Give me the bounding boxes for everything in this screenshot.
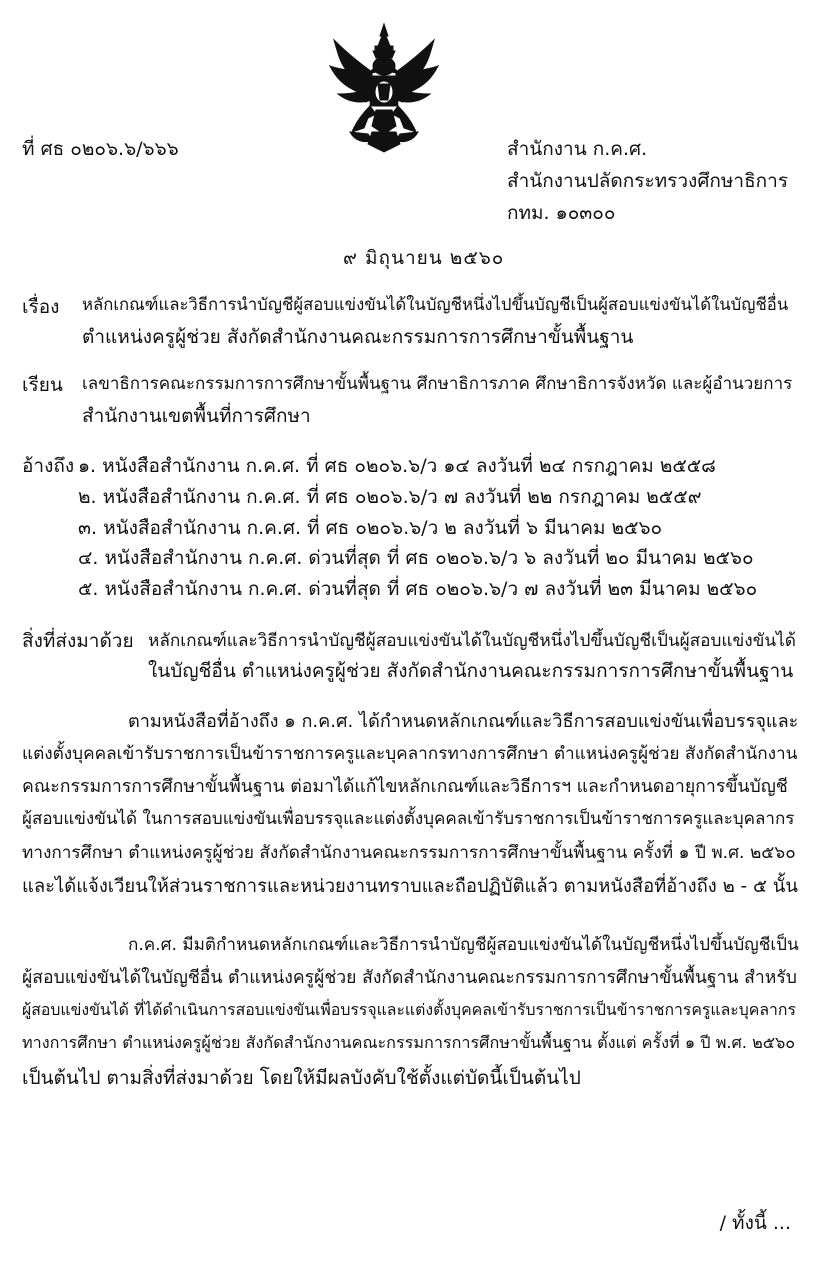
reference-item: ๑. หนังสือสำนักงาน ก.ค.ศ. ที่ ศธ ๐๒๐๖.๖/ว ๑๔ ลงวันที่ ๒๔ กรกฎาคม ๒๕๕๘: [78, 455, 716, 477]
subject-label: เรื่อง: [22, 296, 60, 318]
paragraph-2-line: ผู้สอบแข่งขันได้ในบัญชีอื่น ตำแหน่งครูผู้ช่วย สังกัดสำนักงานคณะกรรมการการศึกษาขั้นพื้นฐาน สำหรับ: [22, 968, 797, 988]
enclosure-line-2: ในบัญชีอื่น ตำแหน่งครูผู้ช่วย สังกัดสำนักงานคณะกรรมการการศึกษาขั้นพื้นฐาน: [148, 660, 794, 682]
issuing-office-line-2: สำนักงานปลัดกระทรวงศึกษาธิการ: [507, 170, 789, 192]
paragraph-2-line: ทางการศึกษา ตำแหน่งครูผู้ช่วย สังกัดสำนักงานคณะกรรมการการศึกษาขั้นพื้นฐาน ตั้งแต่ ครั้งที่ ๑ ปี พ.ศ. ๒๕๖๐: [22, 1033, 796, 1052]
reference-item: ๓. หนังสือสำนักงาน ก.ค.ศ. ที่ ศธ ๐๒๐๖.๖/ว ๒ ลงวันที่ ๖ มีนาคม ๒๕๖๐: [78, 517, 663, 539]
paragraph-2-line: เป็นต้นไป ตามสิ่งที่ส่งมาด้วย โดยให้มีผลบังคับใช้ตั้งแต่บัดนี้เป็นต้นไป: [22, 1067, 581, 1089]
subject-line-2: ตำแหน่งครูผู้ช่วย สังกัดสำนักงานคณะกรรมการการศึกษาขั้นพื้นฐาน: [82, 326, 634, 348]
issuing-office-line-1: สำนักงาน ก.ค.ศ.: [507, 138, 648, 160]
paragraph-1-line: และได้แจ้งเวียนให้ส่วนราชการและหน่วยงานทราบและถือปฏิบัติแล้ว ตามหนังสือที่อ้างถึง ๒ - ๕ นั้น: [22, 876, 798, 897]
enclosure-label: สิ่งที่ส่งมาด้วย: [22, 630, 134, 652]
reference-item: ๒. หนังสือสำนักงาน ก.ค.ศ. ที่ ศธ ๐๒๐๖.๖/ว ๗ ลงวันที่ ๒๒ กรกฎาคม ๒๕๕๙: [78, 486, 702, 508]
paragraph-1-line: ตามหนังสือที่อ้างถึง ๑ ก.ค.ศ. ได้กำหนดหลักเกณฑ์และวิธีการสอบแข่งขันเพื่อบรรจุและ: [128, 711, 799, 732]
document-date: ๙ มิถุนายน ๒๕๖๐: [343, 247, 505, 269]
continuation-marker: / ทั้งนี้ ...: [719, 1212, 791, 1234]
paragraph-1-line: ทางการศึกษา ตำแหน่งครูผู้ช่วย สังกัดสำนักงานคณะกรรมการการศึกษาขั้นพื้นฐาน ครั้งที่ ๑ ปี พ.ศ. ๒๕๖๐: [22, 843, 796, 863]
references-label: อ้างถึง: [22, 455, 75, 477]
paragraph-2-line: ผู้สอบแข่งขันได้ ที่ได้ดำเนินการสอบแข่งขันเพื่อบรรจุและแต่งตั้งบุคคลเข้ารับราชการเป็นข้าราชการครูและบุคลากร: [22, 1000, 796, 1019]
recipient-line-2: สำนักงานเขตพื้นที่การศึกษา: [82, 405, 311, 427]
garuda-emblem-icon: [328, 22, 440, 154]
enclosure-line-1: หลักเกณฑ์และวิธีการนำบัญชีผู้สอบแข่งขันได้ในบัญชีหนึ่งไปขึ้นบัญชีเป็นผู้สอบแข่งขันได้: [148, 631, 796, 651]
paragraph-1-line: ผู้สอบแข่งขันได้ ในการสอบแข่งขันเพื่อบรรจุและแต่งตั้งบุคคลเข้ารับราชการเป็นข้าราชการครูและบุคลากร: [22, 809, 795, 829]
reference-item: ๕. หนังสือสำนักงาน ก.ค.ศ. ด่วนที่สุด ที่ ศธ ๐๒๐๖.๖/ว ๗ ลงวันที่ ๒๓ มีนาคม ๒๕๖๐: [78, 578, 758, 600]
issuing-office-line-3: กทม. ๑๐๓๐๐: [507, 202, 616, 224]
paragraph-2-line: ก.ค.ศ. มีมติกำหนดหลักเกณฑ์และวิธีการนำบัญชีผู้สอบแข่งขันได้ในบัญชีหนึ่งไปขึ้นบัญชีเป็น: [128, 935, 799, 955]
recipient-label: เรียน: [22, 374, 63, 396]
paragraph-1-line: คณะกรรมการการศึกษาขั้นพื้นฐาน ต่อมาได้แก้ไขหลักเกณฑ์และวิธีการฯ และกำหนดอายุการขึ้นบัญชี: [22, 777, 788, 797]
recipient-line-1: เลขาธิการคณะกรรมการการศึกษาขั้นพื้นฐาน ศึกษาธิการภาค ศึกษาธิการจังหวัด และผู้อำนวยการ: [82, 374, 793, 394]
subject-line-1: หลักเกณฑ์และวิธีการนำบัญชีผู้สอบแข่งขันได้ในบัญชีหนึ่งไปขึ้นบัญชีเป็นผู้สอบแข่งขันได้ในบัญชีอื่น: [82, 294, 789, 314]
paragraph-1-line: แต่งตั้งบุคคลเข้ารับราชการเป็นข้าราชการครูและบุคลากรทางการศึกษา ตำแหน่งครูผู้ช่วย สังกัดสำนักงาน: [22, 744, 798, 764]
reference-item: ๔. หนังสือสำนักงาน ก.ค.ศ. ด่วนที่สุด ที่ ศธ ๐๒๐๖.๖/ว ๖ ลงวันที่ ๒๐ มีนาคม ๒๕๖๐: [78, 547, 754, 569]
document-reference-number: ที่ ศธ ๐๒๐๖.๖/๖๖๖: [22, 138, 179, 160]
